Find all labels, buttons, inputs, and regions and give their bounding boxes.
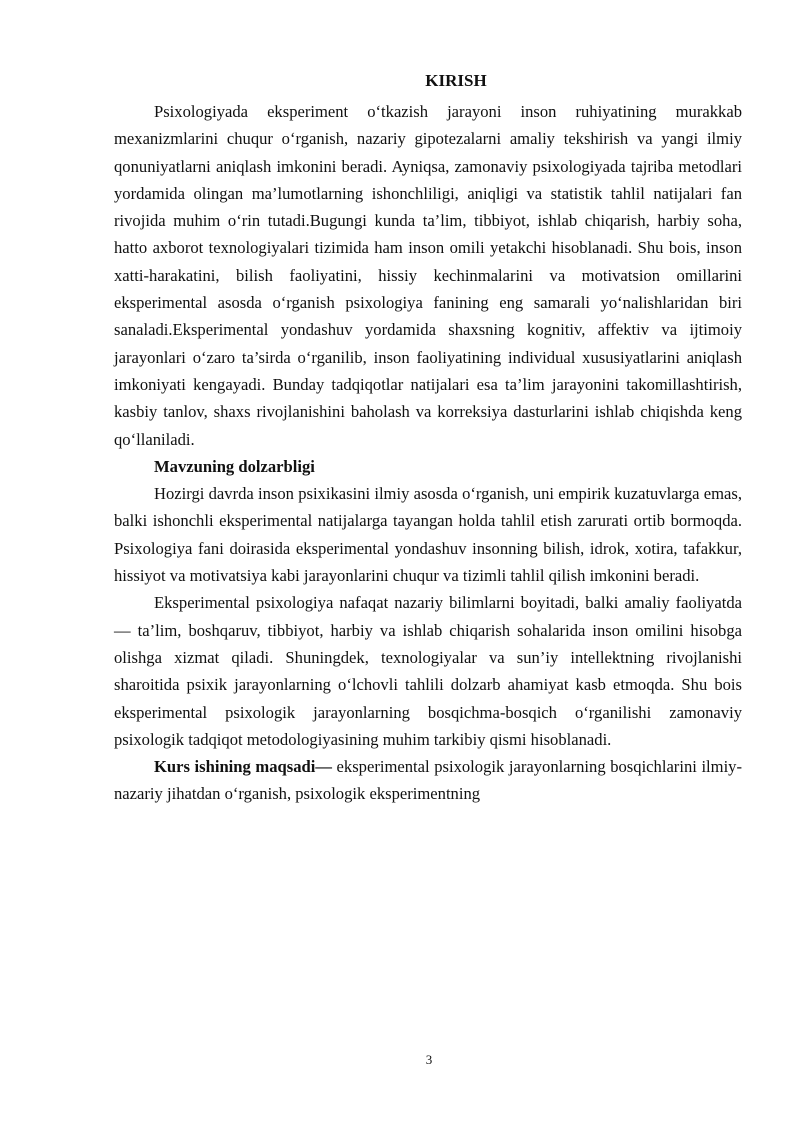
relevance-paragraph-1: Hozirgi davrda inson psixikasini ilmiy asosda o‘rganish, uni empirik kuzatuvlarga emas, balki ishonchli eksperimental natijalarga tayangan holda tahlil etish zarurati ortib bormoqda. Psixologiya fani doirasida eksperimental yondashuv insonning bilish, idrok, xotira, tafakkur, hissiyot va motivatsiya kabi jarayonlarini chuqur va tizimli tahlil qilish imkonini beradi. [114,484,742,586]
goal-lead: Kurs ishining maqsadi— [154,757,332,777]
intro-paragraph: Psixologiyada eksperiment o‘tkazish jarayoni inson ruhiyatining murakkab mexanizmlarini chuqur o‘rganish, nazariy gipotezalarni amaliy tekshirish va yangi ilmiy qonuniyatlarni aniqlash imkonini beradi. Ayniqsa, zamonaviy psixologiyada tajriba metodlari yordamida olingan ma’lumotlarning ishonchliligi, aniqligi va statistik tahlil natijalari fan rivojida muhim o‘rin tutadi.Bugungi kunda ta’lim, tibbiyot, ishlab chiqarish, harbiy soha, hatto axborot texnologiyalari tizimida ham inson omili yetakchi hisoblanadi. Shu bois, inson xatti-harakatini, bilish faoliyatini, hissiy kechinmalarini va motivatsion omillarini eksperimental asosda o‘rganish psixologiya fanining eng samarali yo‘nalishlaridan biri sanaladi.Eksperimental yondashuv yordamida shaxsning kognitiv, affektiv va ijtimoiy jarayonlari o‘zaro ta’sirda o‘rganilib, inson faoliyatining individual xususiyatlarini aniqlash imkoniyati kengayadi. Bunday tadqiqotlar natijalari esa ta’lim jarayonini takomillashtirish, kasbiy tanlov, shaxs rivojlanishini baholash va korreksiya dasturlarini ishlab chiqishda keng qo‘llaniladi. [114,102,742,449]
section-title: KIRISH [425,71,487,90]
goal-paragraph [114,753,742,808]
relevance-paragraph-2: Eksperimental psixologiya nafaqat nazariy bilimlarni boyitadi, balki amaliy faoliyatda — ta’lim, boshqaruv, tibbiyot, harbiy va ishlab chiqarish sohalarida inson omilini hisobga olishga xizmat qiladi. Shuningdek, texnologiyalar va sun’iy intellektning rivojlanishi sharoitida psixik jarayonlarning o‘lchovli tahlili dolzarb ahamiyat kasb etmoqda. Shu bois eksperimental psixologik jarayonlarning bosqichma-bosqich o‘rganilishi zamonaviy psixologik tadqiqot metodologiyasining muhim tarkibiy qismi hisoblanadi. [114,593,742,749]
relevance-heading: Mavzuning dolzarbligi [154,456,315,476]
page-content [114,70,742,808]
goal-text: eksperimental psixologik jarayonlarning bosqichlarini ilmiy-nazariy jihatdan o‘rganish, psixologik eksperimentning [114,757,743,804]
page-number: 3 [425,1052,433,1067]
